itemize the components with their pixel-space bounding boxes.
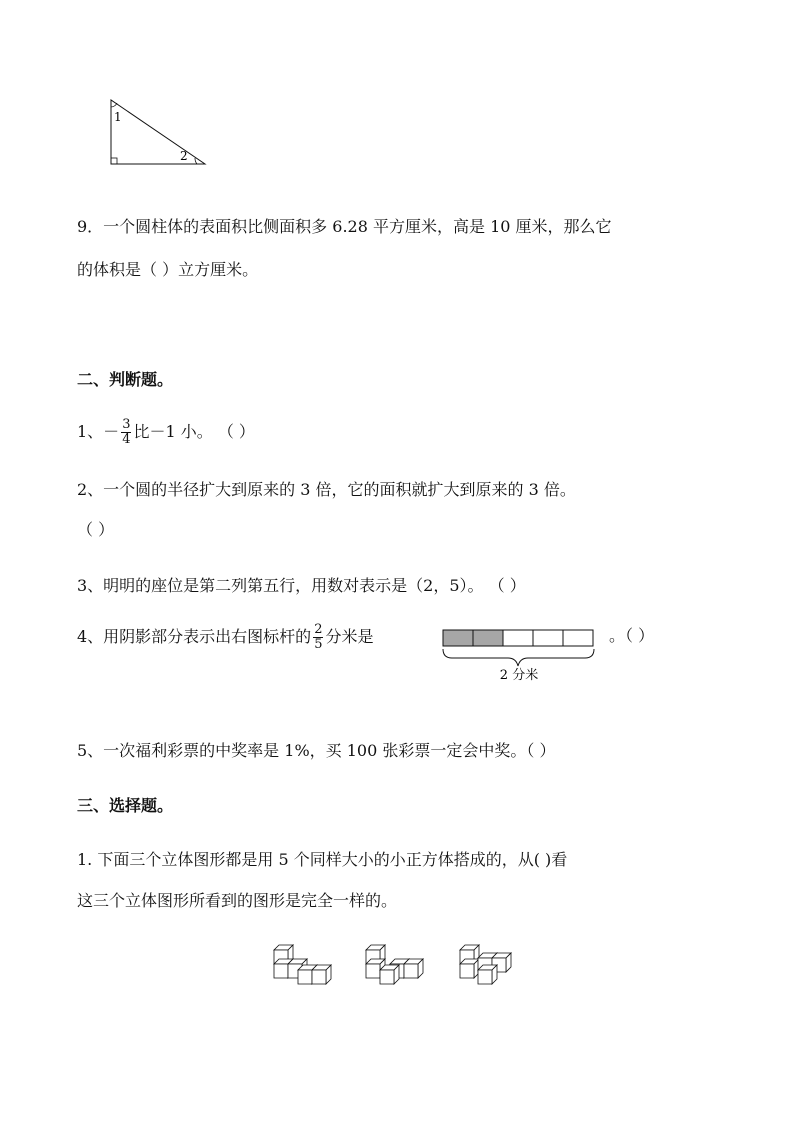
judge-item-5: 5、一次福利彩票的中奖率是 1%，买 100 张彩票一定会中奖。（ ） — [77, 741, 556, 760]
angle1-label: 1 — [114, 110, 122, 124]
cube-figure-2 — [366, 945, 423, 984]
brace — [443, 649, 594, 666]
judge-item-2-line2: （ ） — [77, 520, 115, 539]
pole-segment-empty — [563, 630, 593, 646]
judge-item-1 — [77, 418, 255, 447]
triangle-outline — [111, 100, 205, 164]
judge-item-2-line1: 2、一个圆的半径扩大到原来的 3 倍，它的面积就扩大到原来的 3 倍。 — [77, 480, 576, 499]
pole-segment-shaded — [473, 630, 503, 646]
q9-line2: 的体积是（ ）立方厘米。 — [77, 260, 259, 279]
right-angle-marker — [111, 158, 117, 164]
section3-heading: 三、选择题。 — [77, 796, 174, 815]
judge-item-3: 3、明明的座位是第二列第五行，用数对表示是（2，5）。 （ ） — [77, 576, 526, 595]
pole-segment-empty — [503, 630, 533, 646]
unit-cube — [380, 965, 399, 984]
fraction-two-fifths — [313, 623, 323, 652]
pole-bar-segments — [443, 630, 593, 646]
pole-segment-shaded — [443, 630, 473, 646]
fraction-numerator: 3 — [122, 417, 131, 432]
unit-cube — [312, 965, 331, 984]
fraction-numerator: 2 — [314, 622, 323, 637]
choice-q1-line2: 这三个立体图形所看到的图形是完全一样的。 — [77, 891, 398, 910]
right-triangle-figure — [100, 96, 210, 168]
judge-item-4-prefix: 4、用阴影部分表示出右图标杆的 — [77, 627, 312, 646]
choice-q1-line1: 1. 下面三个立体图形都是用 5 个同样大小的小正方体搭成的，从( )看 — [77, 850, 568, 869]
judge-item-4-suffix: 。（ ） — [609, 626, 655, 645]
judge-item-1-prefix: 1、－ — [77, 422, 120, 441]
cube-figure-1 — [274, 945, 331, 984]
section2-heading: 二、判断题。 — [77, 370, 174, 389]
unit-cube — [404, 959, 423, 978]
fraction-denominator: 4 — [122, 432, 131, 447]
judge-item-1-suffix: 比－1 小。 （ ） — [133, 422, 255, 441]
judge-item-4-middle: 分米是 — [325, 627, 374, 646]
pole-bar-figure — [440, 626, 600, 686]
angle2-label: 2 — [180, 149, 188, 163]
fraction-three-quarters — [121, 418, 131, 447]
cube-figures — [270, 942, 530, 992]
pole-segment-empty — [533, 630, 563, 646]
q9-line1: 9．一个圆柱体的表面积比侧面积多 6.28 平方厘米，高是 10 厘米，那么它 — [77, 217, 612, 236]
unit-cube — [478, 965, 497, 984]
judge-item-4 — [77, 623, 373, 652]
brace-label: 2 分米 — [499, 668, 539, 683]
fraction-denominator: 5 — [314, 637, 323, 652]
unit-cube — [460, 959, 479, 978]
cube-figure-3 — [460, 945, 511, 984]
